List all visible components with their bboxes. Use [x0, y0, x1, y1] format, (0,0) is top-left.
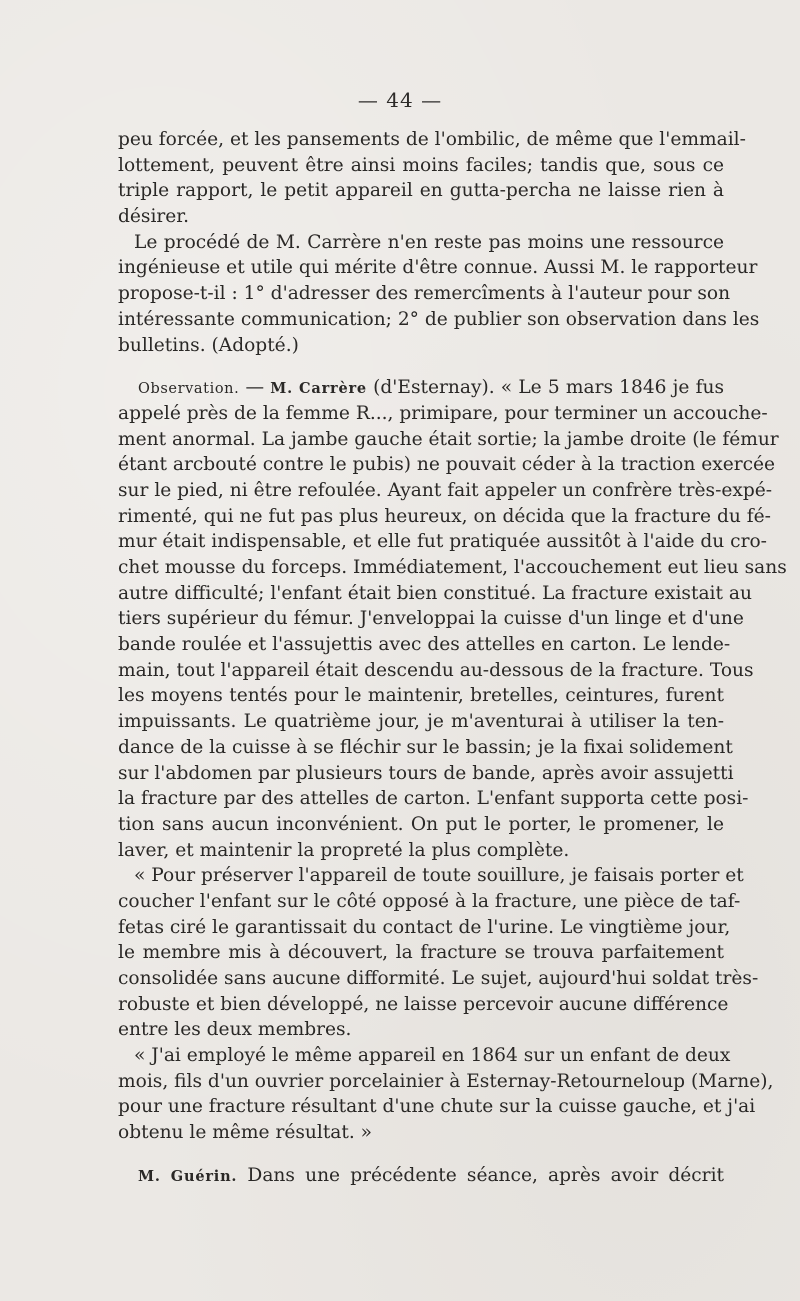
speaker-name: M. Guérin. — [138, 1167, 238, 1185]
text-line: sur le pied, ni être refoulée. Ayant fait appeler un confrère très-expé- — [118, 479, 773, 501]
text-line: bulletins. (Adopté.) — [118, 334, 299, 356]
text-line: consolidée sans aucune difformité. Le sujet, aujourd'hui soldat très- — [118, 968, 759, 989]
observation-label: Observation. — [138, 381, 240, 398]
text-line: propose-t-il : 1° d'adresser des remercîments à l'auteur pour son — [118, 283, 731, 305]
text-line: dance de la cuisse à se fléchir sur le bassin; je la fixai solidement — [118, 736, 733, 758]
text-line: main, tout l'appareil était descendu au-dessous de la fracture. Tous — [118, 659, 754, 681]
text-line: entre les deux membres. — [118, 1019, 352, 1041]
text-line: pour une fracture résultant d'une chute sur la cuisse gauche, et j'ai — [118, 1096, 756, 1118]
text-line: la fracture par des attelles de carton. L'enfant supporta cette posi- — [118, 788, 749, 810]
text-line: coucher l'enfant sur le côté opposé à la fracture, une pièce de taf- — [118, 890, 741, 912]
text-line: rimenté, qui ne fut pas plus heureux, on décida que la fracture du fé- — [118, 505, 771, 527]
text-line: triple rapport, le petit appareil en gutta-percha ne laisse rien à — [118, 180, 724, 202]
text-line: sur l'abdomen par plusieurs tours de bande, après avoir assujetti — [118, 762, 734, 784]
observation-author: M. Carrère — [270, 380, 367, 398]
quote-paragraph-1 — [118, 863, 759, 1043]
paragraph-spacer — [118, 358, 724, 375]
guerin-line — [118, 1163, 724, 1189]
paragraph-spacer — [118, 1146, 724, 1163]
text-line: mur était indispensable, et elle fut pratiquée aussitôt à l'aide du cro- — [118, 531, 767, 553]
text-line: obtenu le même résultat. » — [118, 1122, 373, 1144]
observation-first-line-rest: (d'Esternay). « Le 5 mars 1846 je fus — [366, 377, 725, 399]
page-number: — 44 — — [357, 88, 443, 112]
text-line: fetas ciré le garantissait du contact de l'urine. Le vingtième jour, — [118, 916, 731, 938]
paragraph-2 — [118, 230, 760, 358]
text-line: ingénieuse et utile qui mérite d'être connue. Aussi M. le rapporteur — [118, 257, 758, 279]
text-line: étant arcbouté contre le pubis) ne pouvait céder à la traction exercée — [118, 454, 776, 476]
text-line: peu forcée, et les pansements de l'ombilic, de même que l'emmail- — [118, 129, 746, 150]
quote-paragraph-2 — [118, 1043, 774, 1146]
text-line: tiers supérieur du fémur. J'enveloppai la cuisse d'un linge et d'une — [118, 608, 744, 630]
text-line: tion sans aucun inconvénient. On put le porter, le promener, le — [118, 813, 724, 835]
text-block — [118, 127, 787, 1189]
text-line: intéressante communication; 2° de publier son observation dans les — [118, 308, 760, 330]
guerin-paragraph — [118, 1163, 724, 1189]
text-line: impuissants. Le quatrième jour, je m'aventurai à utiliser la ten- — [118, 711, 724, 733]
text-line: les moyens tentés pour le maintenir, bretelles, ceintures, furent — [118, 685, 724, 707]
observation-paragraph — [118, 375, 787, 863]
text-line: bande roulée et l'assujettis avec des attelles en carton. Le lende- — [118, 634, 731, 656]
text-line: Le procédé de M. Carrère n'en reste pas moins une ressource — [134, 231, 724, 253]
speaker-text: Dans une précédente séance, après avoir décrit — [237, 1164, 724, 1186]
text-line: le membre mis à découvert, la fracture se trouva parfaitement — [118, 942, 724, 964]
text-line: chet mousse du forceps. Immédiatement, l'accouchement eut lieu sans — [118, 557, 787, 578]
text-line: désirer. — [118, 206, 190, 228]
text-line: autre difficulté; l'enfant était bien constitué. La fracture existait au — [118, 582, 752, 604]
observation-separator: — — [239, 377, 271, 399]
text-line: mois, fils d'un ouvrier porcelainier à Esternay-Retourneloup (Marne), — [118, 1070, 774, 1092]
observation-heading-line — [118, 375, 724, 401]
text-line: « J'ai employé le même appareil en 1864 sur un enfant de deux — [134, 1045, 731, 1067]
text-line: appelé près de la femme R..., primipare, pour terminer un accouche- — [118, 402, 768, 424]
text-line: ment anormal. La jambe gauche était sortie; la jambe droite (le fémur — [118, 428, 779, 450]
text-line: robuste et bien développé, ne laisse percevoir aucune différence — [118, 993, 729, 1015]
text-line: « Pour préserver l'appareil de toute souillure, je faisais porter et — [134, 865, 744, 887]
paragraph-1 — [118, 127, 746, 230]
text-line: lottement, peuvent être ainsi moins faciles; tandis que, sous ce — [118, 154, 724, 176]
text-line: laver, et maintenir la propreté la plus complète. — [118, 839, 570, 861]
